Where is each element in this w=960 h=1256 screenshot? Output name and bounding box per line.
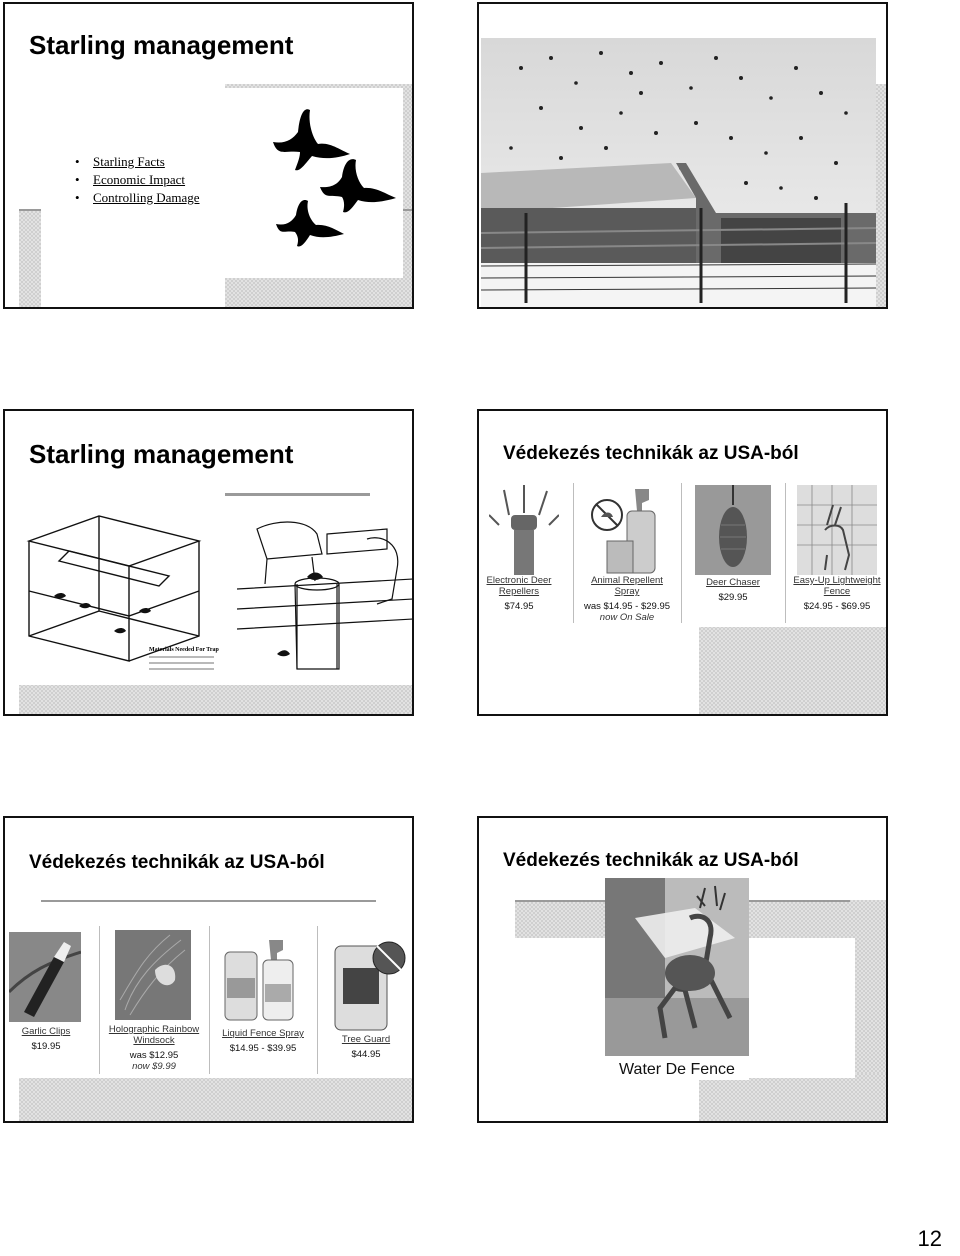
bullet-item: • Controlling Damage [75, 190, 200, 206]
trap-caption: Materials Needed For Trap [149, 647, 219, 653]
product-price: $24.95 - $69.95 [803, 601, 871, 612]
cattle-feeder-illustration [237, 509, 413, 679]
product-price: $44.95 [351, 1049, 381, 1060]
farm-birds-photo [481, 38, 876, 308]
product-item[interactable] [789, 575, 885, 612]
slide-2 [477, 2, 888, 309]
checker-band [699, 1073, 888, 1123]
product-label[interactable]: Animal Repellent Spray [591, 575, 663, 597]
slide-1 [3, 2, 414, 309]
product-item[interactable] [5, 1026, 87, 1052]
photo-caption: Water De Fence [619, 1061, 735, 1078]
product-item[interactable] [213, 1028, 313, 1054]
product-price: was $12.95 [129, 1050, 179, 1061]
water-de-fence-photo [605, 878, 749, 1080]
product-item[interactable] [579, 575, 675, 623]
product-note: now $9.99 [132, 1061, 176, 1072]
checker-band [19, 1073, 414, 1123]
bullet-item: • Starling Facts [75, 154, 200, 170]
slide-6 [477, 816, 888, 1123]
page-number: 12 [917, 1226, 942, 1251]
product-label[interactable]: Electronic Deer Repellers [486, 575, 552, 597]
slide-title: Védekezés technikák az USA-ból [503, 443, 799, 464]
product-label[interactable]: Easy-Up Lightweight Fence [793, 575, 881, 597]
bullet-item: • Economic Impact [75, 172, 200, 188]
slide-title: Védekezés technikák az USA-ból [29, 852, 325, 873]
product-item[interactable] [323, 1034, 409, 1060]
product-item[interactable] [689, 577, 777, 603]
slide-3 [3, 409, 414, 716]
garlic-clips-image [9, 932, 81, 1022]
tree-guard-image [333, 938, 409, 1032]
windsock-image [115, 930, 191, 1020]
product-label[interactable]: Liquid Fence Spray [222, 1028, 304, 1039]
liquid-fence-spray-image [221, 938, 303, 1022]
product-price: was $14.95 - $29.95 [583, 601, 671, 612]
product-price: $19.95 [31, 1041, 61, 1052]
slide-4 [477, 409, 888, 716]
checker-band [874, 84, 888, 309]
slide-title: Starling management [29, 30, 294, 60]
starling-trap-illustration [19, 511, 219, 676]
product-label[interactable]: Deer Chaser [706, 577, 760, 588]
checker-band [699, 626, 888, 716]
product-price: $29.95 [718, 592, 748, 603]
product-item[interactable] [105, 1024, 203, 1072]
product-label[interactable]: Garlic Clips [21, 1026, 71, 1037]
electronic-repeller-image [489, 485, 559, 577]
fenced-deer-image [797, 485, 877, 575]
product-price: $14.95 - $39.95 [229, 1043, 297, 1054]
slide-title: Starling management [29, 439, 294, 469]
slide-title: Védekezés technikák az USA-ból [503, 850, 799, 871]
checker-band [19, 209, 41, 309]
flying-birds-illustration [270, 102, 410, 267]
bullet-list [75, 154, 200, 208]
product-label[interactable]: Holographic Rainbow Windsock [108, 1024, 200, 1046]
product-note: now On Sale [599, 612, 655, 623]
slide-5 [3, 816, 414, 1123]
product-price: $74.95 [504, 601, 534, 612]
product-label[interactable]: Tree Guard [341, 1034, 391, 1045]
product-item[interactable] [479, 575, 559, 612]
repellent-spray-image [587, 485, 667, 575]
deer-chaser-image [695, 485, 771, 575]
